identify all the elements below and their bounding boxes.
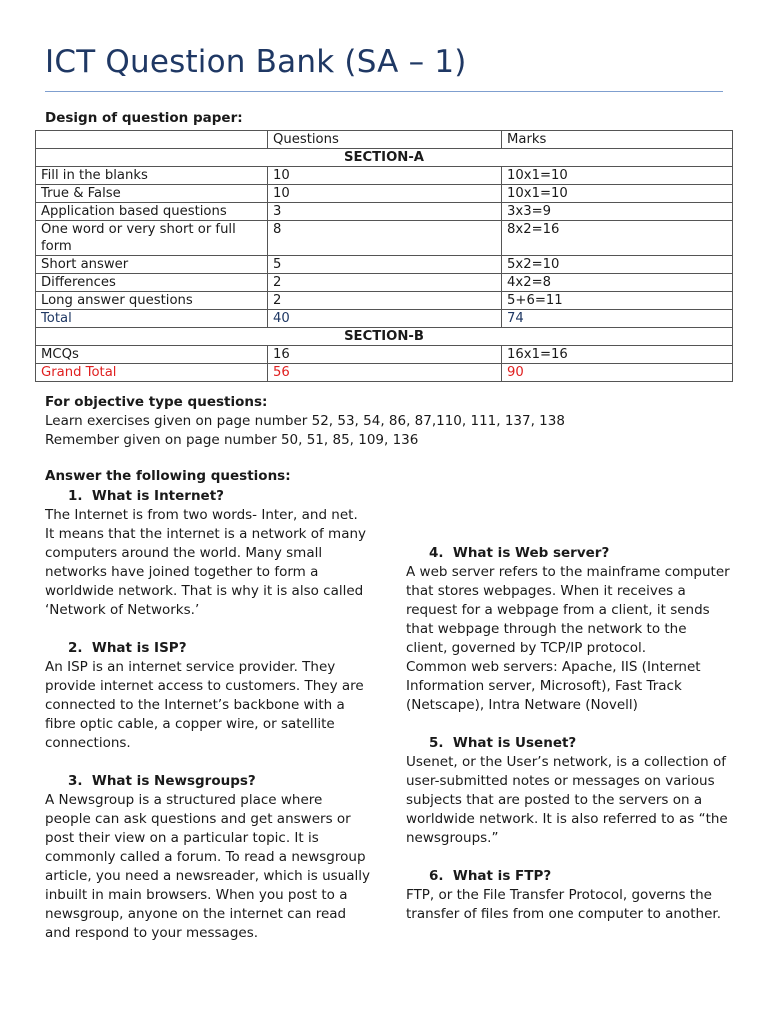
table-header-row	[36, 131, 733, 149]
objective-section	[45, 393, 565, 450]
table-cell: Grand Total	[36, 364, 268, 382]
table-cell: 5+6=11	[502, 292, 733, 310]
answer-text: The Internet is from two words- Inter, and net. It means that the internet is a network of many computers around the world. Many small networks have joined together to form a worldwide network. That is why it is also called ‘Network of Networks.’	[45, 507, 367, 618]
table-cell: 56	[268, 364, 502, 382]
question-paper-table	[35, 130, 733, 382]
question-block	[406, 734, 731, 848]
section-b-label: SECTION-B	[36, 328, 733, 346]
answer-text: Usenet, or the User’s network, is a collection of user-submitted notes or messages on various subjects that are posted to the servers on a worldwide network. It is also referred to as “the newsgroups.”	[406, 754, 728, 846]
table-cell: True & False	[36, 185, 268, 203]
table-cell: Short answer	[36, 256, 268, 274]
answer-text: FTP, or the File Transfer Protocol, governs the transfer of files from one computer to another.	[406, 887, 722, 922]
table-cell: 5	[268, 256, 502, 274]
page-title: ICT Question Bank (SA – 1)	[45, 44, 467, 80]
table-cell: Marks	[502, 131, 733, 149]
answer-text: Common web servers: Apache, IIS (Internet Information server, Microsoft), Fast Track (Netscape), Intra Netware (Novell)	[406, 659, 701, 713]
answer-text: A web server refers to the mainframe computer that stores webpages. When it receives a request for a webpage from a client, it sends that webpage through the network to the client, governed by TCP/IP protocol.	[406, 564, 730, 656]
table-cell: 74	[502, 310, 733, 328]
table-row	[36, 167, 733, 185]
answer-text: A Newsgroup is a structured place where people can ask questions and get answers or post their view on a particular topic. It is commonly called a forum. To read a newsgroup article, you need a newsreader, which is usually inbuilt in main browsers. When you post to a newsgroup, anyone on the internet can read and respond to your messages.	[45, 792, 370, 941]
objective-line: Learn exercises given on page number 52, 53, 54, 86, 87,110, 111, 137, 138	[45, 413, 565, 429]
table-cell: 10	[268, 167, 502, 185]
objective-heading: For objective type questions:	[45, 394, 268, 410]
section-a-row	[36, 149, 733, 167]
question-block	[406, 544, 731, 715]
question-title: 5. What is Usenet?	[429, 735, 577, 751]
table-cell: 8x2=16	[502, 221, 733, 256]
table-cell	[36, 131, 268, 149]
table-cell: 4x2=8	[502, 274, 733, 292]
question-block	[45, 487, 370, 620]
question-title: 4. What is Web server?	[429, 545, 610, 561]
table-cell: 90	[502, 364, 733, 382]
table-cell: 10x1=10	[502, 167, 733, 185]
question-title: 6. What is FTP?	[429, 868, 552, 884]
table-cell: 16	[268, 346, 502, 364]
table-cell: Differences	[36, 274, 268, 292]
table-cell: 10	[268, 185, 502, 203]
table-cell: One word or very short or full form	[36, 221, 268, 256]
table-row	[36, 256, 733, 274]
title-divider	[45, 91, 723, 92]
answer-text: An ISP is an internet service provider. They provide internet access to customers. They are connected to the Internet’s backbone with a fibre optic cable, a copper wire, or satellite connections.	[45, 659, 364, 751]
section-a-label: SECTION-A	[36, 149, 733, 167]
table-cell: Questions	[268, 131, 502, 149]
table-cell: 5x2=10	[502, 256, 733, 274]
question-block	[406, 867, 731, 924]
objective-line: Remember given on page number 50, 51, 85, 109, 136	[45, 432, 419, 448]
table-cell: Application based questions	[36, 203, 268, 221]
question-title: 1. What is Internet?	[68, 488, 225, 504]
table-cell: 3	[268, 203, 502, 221]
table-cell: 8	[268, 221, 502, 256]
answers-heading: Answer the following questions:	[45, 468, 291, 484]
table-row	[36, 221, 733, 256]
grand-total-row	[36, 364, 733, 382]
section-b-row	[36, 328, 733, 346]
table-row	[36, 292, 733, 310]
table-cell: Total	[36, 310, 268, 328]
table-cell: 2	[268, 292, 502, 310]
table-cell: 16x1=16	[502, 346, 733, 364]
table-cell: 10x1=10	[502, 185, 733, 203]
table-row	[36, 274, 733, 292]
table-row	[36, 185, 733, 203]
table-cell: Long answer questions	[36, 292, 268, 310]
total-row	[36, 310, 733, 328]
table-cell: 3x3=9	[502, 203, 733, 221]
table-cell: 2	[268, 274, 502, 292]
question-block	[45, 772, 370, 943]
table-cell: MCQs	[36, 346, 268, 364]
question-title: 3. What is Newsgroups?	[68, 773, 256, 789]
question-title: 2. What is ISP?	[68, 640, 187, 656]
question-block	[45, 639, 370, 753]
table-cell: Fill in the blanks	[36, 167, 268, 185]
table-cell: 40	[268, 310, 502, 328]
design-heading: Design of question paper:	[45, 110, 243, 126]
table-row	[36, 203, 733, 221]
table-row	[36, 346, 733, 364]
